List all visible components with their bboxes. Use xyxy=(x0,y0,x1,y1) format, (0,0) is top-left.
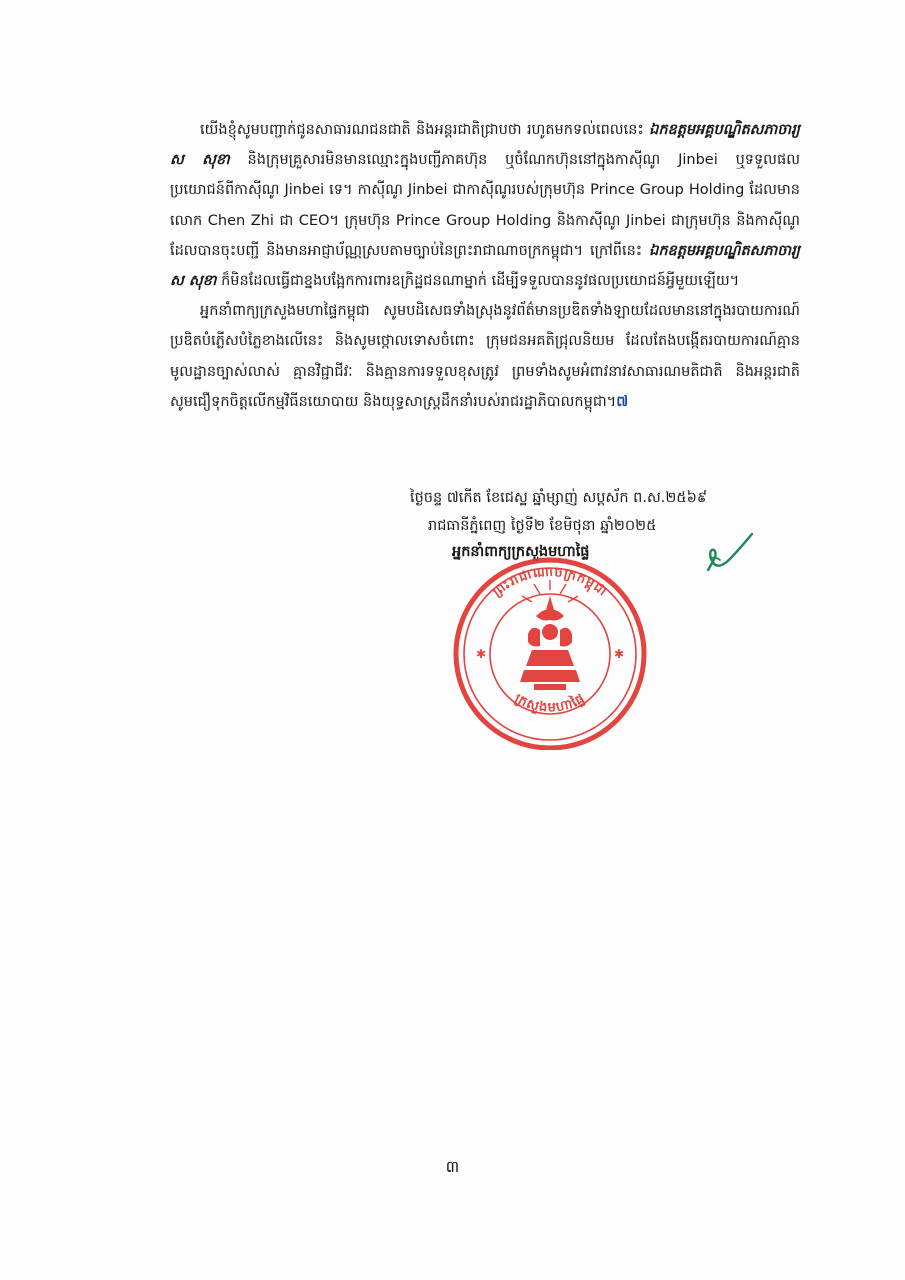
paragraph-appeal xyxy=(170,296,800,417)
paragraph-text: យើងខ្ញុំសូមបញ្ជាក់ជូនសាធារណជនជាតិ និងអន្តរជាតិជ្រាបថា រហូតមកទល់ពេលនេះ xyxy=(200,122,650,138)
signature-icon xyxy=(700,520,760,580)
paragraph-text: និងក្រុមគ្រួសារមិនមានឈ្មោះក្នុងបញ្ជីភាគហ៊ុន ឬចំណែកហ៊ុននៅក្នុងកាស៊ីណូ Jinbei ឬទទួលផលប្រយោជន៍ពីកាស៊ីណូ Jinbei ទេ។ កាស៊ីណូ Jinbei ជាកាស៊ីណូរបស់ក្រុមហ៊ុន Prince Group Holding ដែលមានលោក Chen Zhi ជា CEO។ ក្រុមហ៊ុន Prince Group Holding និងកាស៊ីណូ Jinbei ជាក្រុមហ៊ុន និងកាស៊ីណូដែលបានចុះបញ្ជី និងមានអាជ្ញាប័ណ្ណស្របតាមច្បាប់នៃព្រះរាជាណាចក្រកម្ពុជា។ ក្រៅពីនេះ xyxy=(170,152,800,259)
paragraph-text: អ្នកនាំពាក្យក្រសួងមហាផ្ទៃកម្ពុជា សូមបដិសេធទាំងស្រុងនូវព័ត៌មានប្រឌិតទាំងឡាយដែលមាននៅក្នុងរបាយការណ៍ប្រឌិតបំភ្លើសបំភ្លៃខាងលើនេះ និងសូមថ្កោលទោសចំពោះ ក្រុមជនអគតិជ្រុលនិយម ដែលតែងបង្កើតរបាយការណ៍គ្មានមូលដ្ឋានច្បាស់លាស់ គ្មានវិជ្ជាជីវៈ និងគ្មានការទទួលខុសត្រូវ ព្រមទាំងសូមអំពាវនាវសាធារណមតិជាតិ និងអន្តរជាតិ សូមជឿទុកចិត្តលើកម្មវិធីនយោបាយ និងយុទ្ធសាស្ត្រដឹកនាំរបស់រាជរដ្ឋាភិបាលកម្ពុជា។ xyxy=(170,303,800,410)
seal-text-top: ព្រះរាជាណាចក្រកម្ពុជា xyxy=(490,564,611,600)
lunar-date: ថ្ងៃចន្ទ ៧កើត ខែជេស្ឋ ឆ្នាំម្សាញ់ សប្តស័ក ព.ស.២៥៦៩ xyxy=(410,490,708,506)
place-date: រាជធានីភ្នំពេញ ថ្ងៃទី២ ខែមិថុនា ឆ្នាំ២០២៥ xyxy=(428,518,657,534)
seal-text-bottom: ក្រសួងមហាផ្ទៃ xyxy=(512,691,588,716)
svg-text:✱: ✱ xyxy=(476,647,487,661)
svg-text:ក្រសួងមហាផ្ទៃ xyxy=(512,689,588,715)
page-number: ៣ xyxy=(445,1157,460,1176)
document-body xyxy=(170,115,800,417)
ink-mark: ៧ xyxy=(616,393,629,410)
paragraph-denial xyxy=(170,115,800,296)
official-name: ឯកឧត្តមអគ្គបណ្ឌិតសភាចារ្យ ស សុខា xyxy=(170,122,800,169)
official-name: ឯកឧត្តមអគ្គបណ្ឌិតសភាចារ្យ ស សុខា xyxy=(170,242,800,290)
official-seal-icon xyxy=(440,550,660,750)
svg-text:✱: ✱ xyxy=(614,647,625,661)
paragraph-text: ក៏មិនដែលធ្វើជាខ្នងបង្អែកការពារឧក្រិដ្ឋជនណាម្នាក់ ដើម្បីទទួលបាននូវផលប្រយោជន៍អ្វីមួយឡើយ។ xyxy=(216,273,740,290)
signer-title: អ្នកនាំពាក្យក្រសួងមហាផ្ទៃ xyxy=(452,544,590,560)
